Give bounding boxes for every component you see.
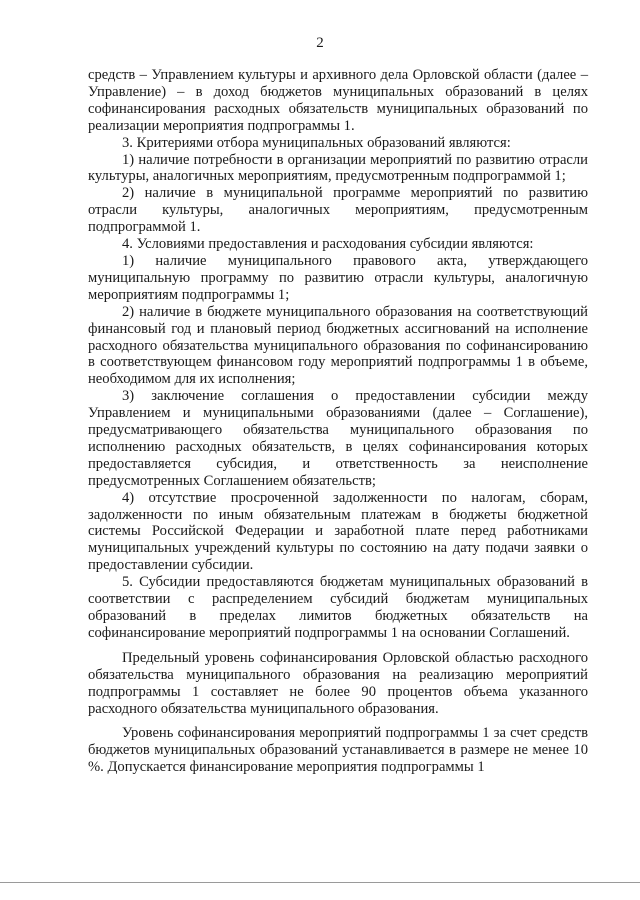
paragraph-condition-1: 1) наличие муниципального правового акта, утверждающего муниципальную программу по развитию отрасли культуры, аналогичную мероприятиям подпрограммы 1; <box>88 252 588 303</box>
paragraph-cofinancing-limit: Предельный уровень софинансирования Орловской областью расходного обязательства муниципального образования на реализацию мероприятий подпрограммы 1 составляет не более 90 процентов объема указанного расходного обязательства муниципального образования. <box>88 649 588 717</box>
paragraph-condition-2: 2) наличие в бюджете муниципального образования на соответствующий финансовый год и плановый период бюджетных ассигнований на исполнение расходного обязательства муниципального образования по софинансированию в соответствующем финансовом году мероприятий подпрограммы 1 в объеме, необходимом для их исполнения; <box>88 303 588 388</box>
paragraph-cofinancing-level: Уровень софинансирования мероприятий подпрограммы 1 за счет средств бюджетов муниципальных образований устанавливается в размере не менее 10 %. Допускается финансирование мероприятия подпрограммы 1 <box>88 725 588 776</box>
paragraph-4-conditions: 4. Условиями предоставления и расходования субсидии являются: <box>122 236 534 253</box>
paragraph-5-subsidies: 5. Субсидии предоставляются бюджетам муниципальных образований в соответствии с распределением субсидий бюджетам муниципальных образований в пределах лимитов бюджетных обязательств на софинансирование мероприятий подпрограммы 1 на основании Соглашений. <box>88 574 588 641</box>
paragraph-condition-3: 3) заключение соглашения о предоставлении субсидии между Управлением и муниципальными образованиями (далее – Соглашение), предусматривающего обязательства муниципального образования по исполнению расходных обязательств, в целях софинансирования которых предоставляется субсидия, и ответственность за неисполнение предусмотренных Соглашением обязательств; <box>88 388 588 489</box>
paragraph-criterion-1: 1) наличие потребности в организации мероприятий по развитию отрасли культуры, аналогичных мероприятиям, предусмотренным подпрограммой 1; <box>88 151 588 185</box>
page-number: 2 <box>316 35 324 51</box>
paragraph-criterion-2: 2) наличие в муниципальной программе мероприятий по развитию отрасли культуры, аналогичных мероприятиям, предусмотренным подпрограммой 1. <box>88 185 588 236</box>
document-body <box>88 67 588 776</box>
paragraph-3-selection-criteria: 3. Критериями отбора муниципальных образований являются: <box>122 134 511 151</box>
page-bottom-edge <box>0 882 640 883</box>
paragraph-continuation: средств – Управлением культуры и архивного дела Орловской области (далее – Управление) – в доход бюджетов муниципальных образований в целях софинансирования расходных обязательств муниципальных образований по реализации мероприятия подпрограммы 1. <box>88 67 588 134</box>
paragraph-condition-4: 4) отсутствие просроченной задолженности по налогам, сборам, задолженности по иным обязательным платежам в бюджеты бюджетной системы Российской Федерации и заработной плате перед работниками муниципальных учреждений культуры по состоянию на дату подачи заявки о предоставлении субсидии. <box>88 489 588 574</box>
